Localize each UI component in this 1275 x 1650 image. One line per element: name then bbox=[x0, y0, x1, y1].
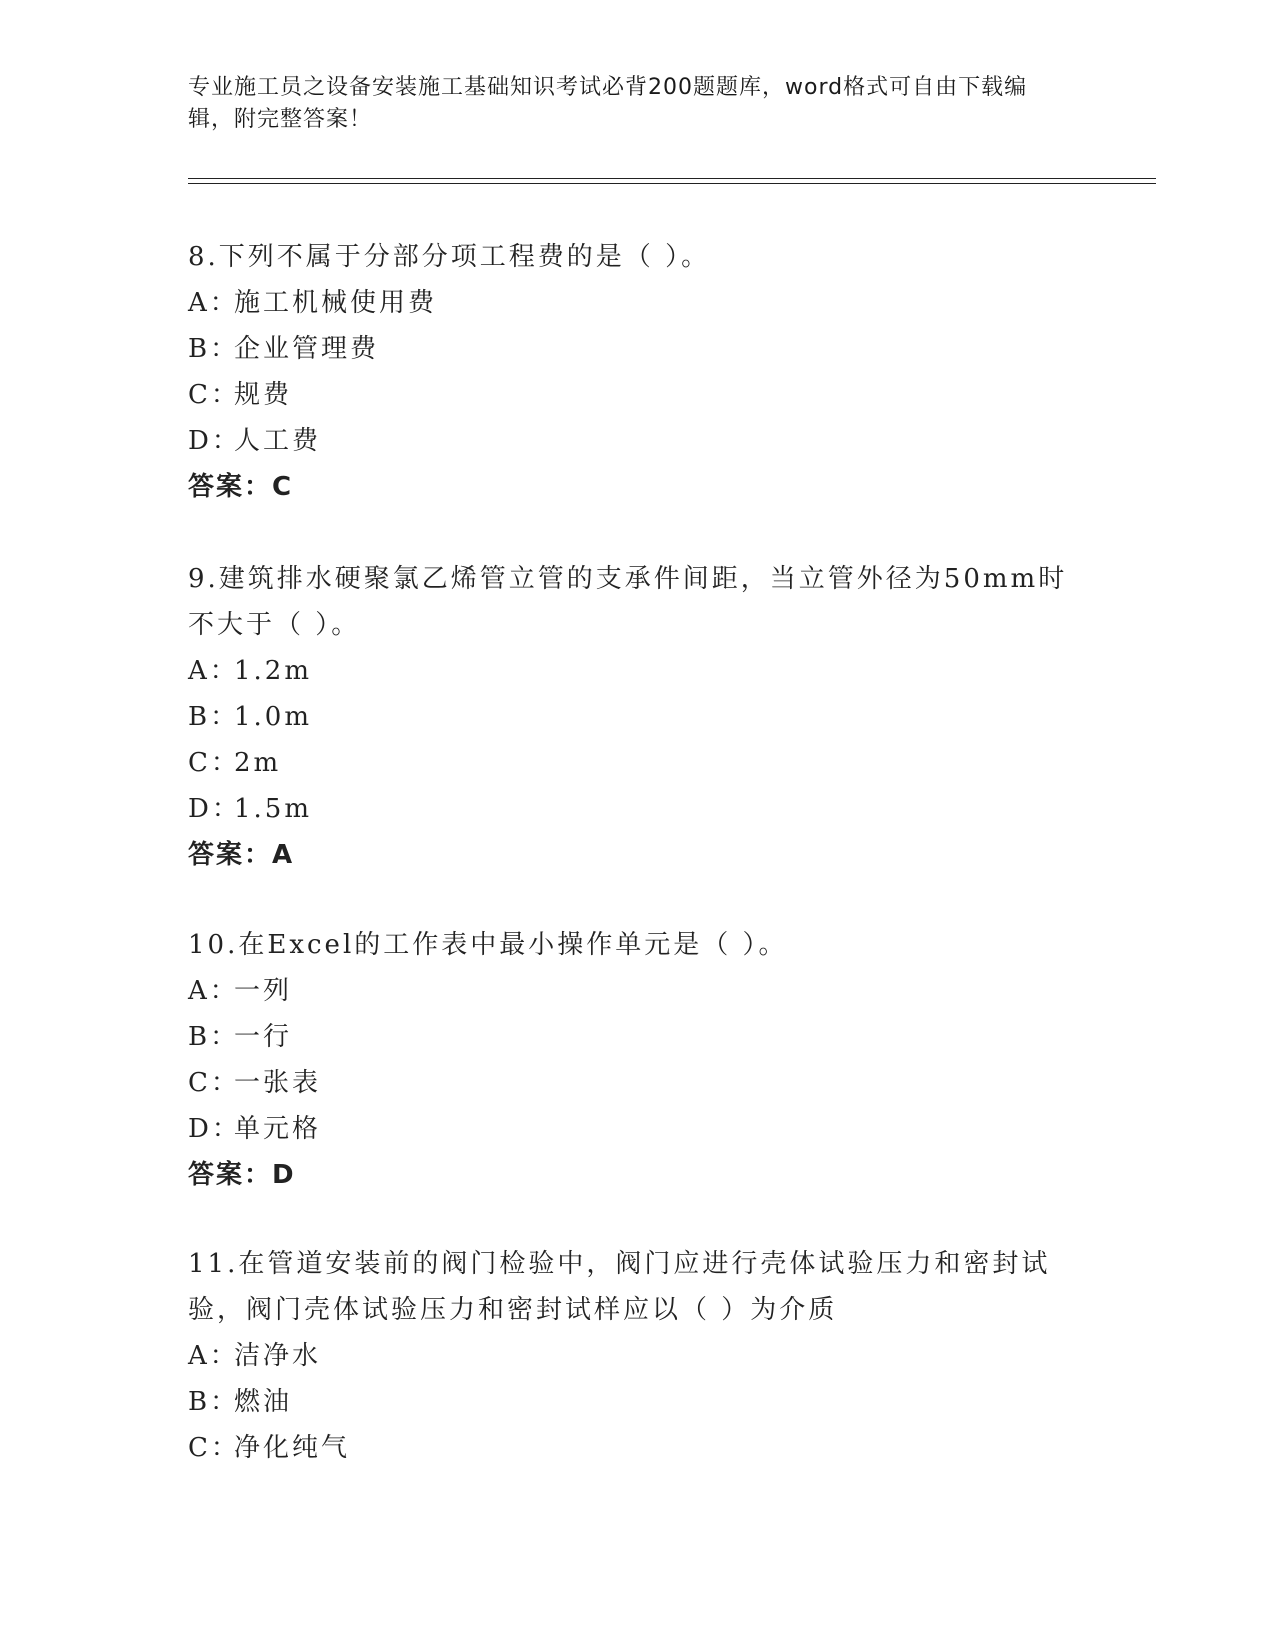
option-c bbox=[188, 372, 1088, 418]
option-text: 1.2m bbox=[234, 656, 313, 686]
option-letter: A： bbox=[188, 1341, 239, 1371]
option-b bbox=[188, 694, 1088, 740]
option-letter: D： bbox=[188, 1114, 241, 1144]
option-text: 规费 bbox=[234, 380, 293, 410]
option-letter: B： bbox=[188, 1022, 240, 1052]
option-letter: B： bbox=[188, 334, 240, 364]
option-letter: C： bbox=[188, 1433, 240, 1463]
question-8 bbox=[188, 234, 1088, 510]
question-stem: 10.在Excel的工作表中最小操作单元是（ ）。 bbox=[188, 930, 788, 960]
option-text: 一张表 bbox=[234, 1068, 322, 1098]
option-d bbox=[188, 1106, 1088, 1152]
option-text: 净化纯气 bbox=[234, 1433, 351, 1463]
option-c bbox=[188, 1425, 1088, 1471]
option-text: 1.5m bbox=[234, 794, 313, 824]
option-letter: A： bbox=[188, 976, 239, 1006]
option-letter: C： bbox=[188, 1068, 240, 1098]
option-letter: B： bbox=[188, 702, 240, 732]
question-stem: 9.建筑排水硬聚氯乙烯管立管的支承件间距，当立管外径为50mm时不大于（ ）。 bbox=[188, 564, 1068, 640]
option-b bbox=[188, 1379, 1088, 1425]
option-letter: C： bbox=[188, 748, 240, 778]
document-header: 专业施工员之设备安装施工基础知识考试必背200题题库，word格式可自由下载编辑，附完整答案！ bbox=[188, 75, 1028, 132]
option-text: 一行 bbox=[234, 1022, 293, 1052]
question-10 bbox=[188, 922, 1088, 1198]
option-letter: C： bbox=[188, 380, 240, 410]
question-9 bbox=[188, 556, 1088, 878]
option-letter: A： bbox=[188, 656, 239, 686]
option-letter: D： bbox=[188, 426, 241, 456]
option-letter: A： bbox=[188, 288, 239, 318]
answer-line: 答案：D bbox=[188, 1160, 296, 1190]
option-a bbox=[188, 968, 1088, 1014]
option-letter: D： bbox=[188, 794, 241, 824]
header-divider-top bbox=[188, 178, 1156, 179]
question-stem: 8.下列不属于分部分项工程费的是（ ）。 bbox=[188, 242, 711, 272]
option-d bbox=[188, 418, 1088, 464]
option-text: 燃油 bbox=[234, 1387, 293, 1417]
option-text: 一列 bbox=[234, 976, 293, 1006]
option-text: 人工费 bbox=[234, 426, 322, 456]
option-c bbox=[188, 1060, 1088, 1106]
option-a bbox=[188, 280, 1088, 326]
option-d bbox=[188, 786, 1088, 832]
option-text: 1.0m bbox=[234, 702, 313, 732]
option-a bbox=[188, 1333, 1088, 1379]
option-c bbox=[188, 740, 1088, 786]
option-a bbox=[188, 648, 1088, 694]
header-divider-bottom bbox=[188, 183, 1156, 184]
option-text: 2m bbox=[234, 748, 282, 778]
answer-line: 答案：A bbox=[188, 840, 295, 870]
option-b bbox=[188, 326, 1088, 372]
answer-line: 答案：C bbox=[188, 472, 294, 502]
question-11 bbox=[188, 1241, 1088, 1471]
option-b bbox=[188, 1014, 1088, 1060]
option-text: 施工机械使用费 bbox=[234, 288, 438, 318]
question-stem: 11.在管道安装前的阀门检验中，阀门应进行壳体试验压力和密封试验，阀门壳体试验压力和密封试样应以（ ）为介质 bbox=[188, 1249, 1051, 1325]
option-text: 洁净水 bbox=[234, 1341, 322, 1371]
option-letter: B： bbox=[188, 1387, 240, 1417]
option-text: 企业管理费 bbox=[234, 334, 380, 364]
option-text: 单元格 bbox=[234, 1114, 322, 1144]
